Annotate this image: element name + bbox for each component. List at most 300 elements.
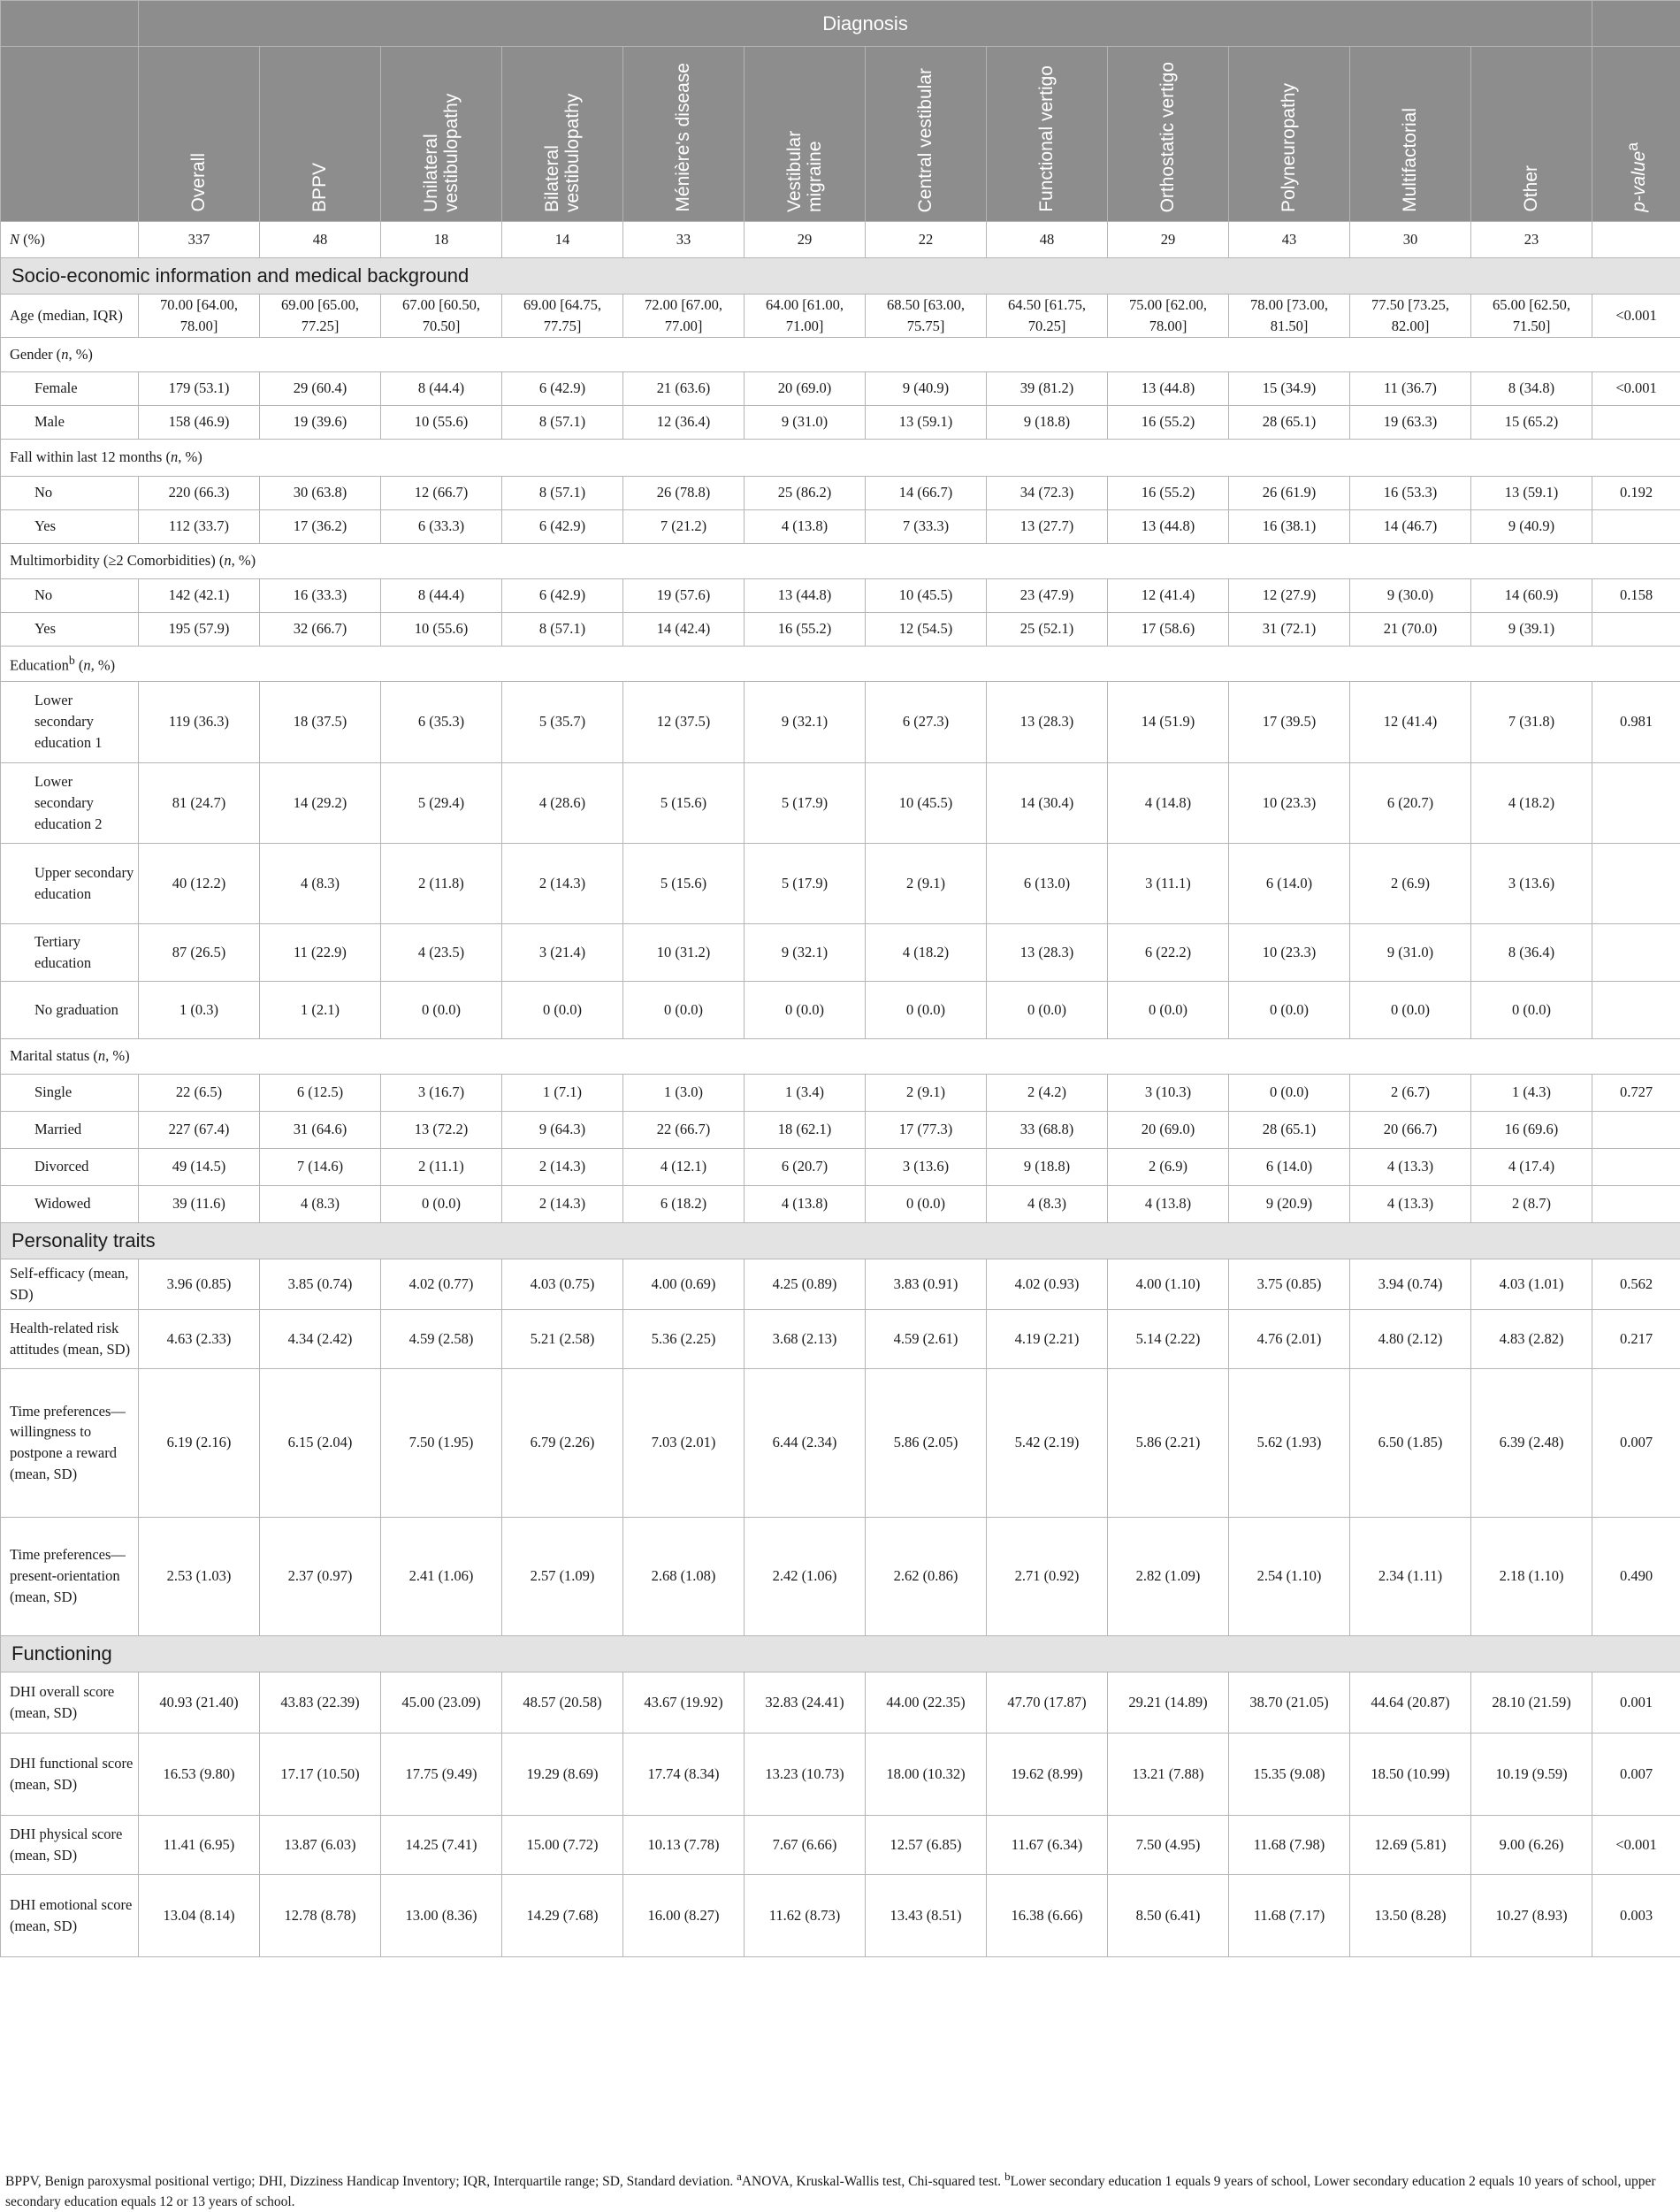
table-cell: 7.67 (6.66)	[745, 1815, 866, 1874]
table-cell: 3.68 (2.13)	[745, 1309, 866, 1368]
table-cell: 16.00 (8.27)	[623, 1874, 745, 1956]
table-row	[1, 762, 1680, 843]
table-cell: 10 (45.5)	[866, 578, 987, 612]
table-cell: 112 (33.7)	[139, 509, 260, 543]
n-value: 48	[260, 222, 381, 258]
table-cell: 12.57 (6.85)	[866, 1815, 987, 1874]
table-cell: 1 (2.1)	[260, 981, 381, 1038]
table-cell: 6.15 (2.04)	[260, 1368, 381, 1517]
footnote-sup-a: a	[737, 2170, 742, 2183]
table-row	[1, 476, 1680, 509]
table-cell: 16 (55.2)	[1108, 405, 1229, 439]
table-cell: 49 (14.5)	[139, 1148, 260, 1185]
table-cell: 4 (8.3)	[260, 1185, 381, 1222]
row-label-header	[1, 47, 139, 222]
table-cell: 1 (3.4)	[745, 1074, 866, 1111]
table-cell: 2.62 (0.86)	[866, 1517, 987, 1635]
pvalue-cell: 0.003	[1592, 1874, 1680, 1956]
table-cell: 68.50 [63.00, 75.75]	[866, 295, 987, 338]
table-cell: 2.68 (1.08)	[623, 1517, 745, 1635]
row-label: Self-efficacy (mean, SD)	[1, 1259, 139, 1309]
table-row	[1, 612, 1680, 646]
table-cell: 4 (23.5)	[381, 923, 502, 981]
table-cell: 9 (18.8)	[987, 1148, 1108, 1185]
table-cell: 13.87 (6.03)	[260, 1815, 381, 1874]
table-cell: 12 (54.5)	[866, 612, 987, 646]
pvalue-header-label	[1624, 130, 1649, 221]
table-cell: 4 (14.8)	[1108, 762, 1229, 843]
table-cell: 9 (18.8)	[987, 405, 1108, 439]
table-cell: 10.13 (7.78)	[623, 1815, 745, 1874]
table-cell: 13 (59.1)	[1471, 476, 1592, 509]
row-label: Tertiary education	[1, 923, 139, 981]
table-cell: 9 (32.1)	[745, 681, 866, 762]
pvalue-cell: <0.001	[1592, 371, 1680, 405]
table-cell: 5 (17.9)	[745, 762, 866, 843]
table-cell: 6 (42.9)	[502, 578, 623, 612]
n-value: 18	[381, 222, 502, 258]
table-cell: 2 (6.7)	[1350, 1074, 1471, 1111]
table-cell: 4.03 (1.01)	[1471, 1259, 1592, 1309]
category-row	[1, 646, 1680, 681]
column-header-row	[1, 47, 1680, 222]
table-row	[1, 371, 1680, 405]
table-cell: 5.21 (2.58)	[502, 1309, 623, 1368]
table-cell: 21 (63.6)	[623, 371, 745, 405]
section-title: Socio-economic information and medical background	[1, 258, 1680, 295]
category-row	[1, 439, 1680, 476]
table-cell: 0 (0.0)	[1229, 1074, 1350, 1111]
table-cell: 5 (17.9)	[745, 843, 866, 923]
table-cell: 17 (58.6)	[1108, 612, 1229, 646]
table-cell: 4 (13.8)	[1108, 1185, 1229, 1222]
table-cell: 14 (42.4)	[623, 612, 745, 646]
table-cell: 18.50 (10.99)	[1350, 1733, 1471, 1815]
table-cell: 14 (46.7)	[1350, 509, 1471, 543]
section-header-row	[1, 1635, 1680, 1672]
table-cell: 13 (44.8)	[1108, 371, 1229, 405]
table-cell: 18 (62.1)	[745, 1111, 866, 1148]
table-cell: 19 (57.6)	[623, 578, 745, 612]
table-cell: 6 (22.2)	[1108, 923, 1229, 981]
table-cell: 17 (39.5)	[1229, 681, 1350, 762]
row-label: Divorced	[1, 1148, 139, 1185]
row-label: Male	[1, 405, 139, 439]
table-cell: 4.80 (2.12)	[1350, 1309, 1471, 1368]
table-cell: 16 (55.2)	[1108, 476, 1229, 509]
table-cell: 72.00 [67.00, 77.00]	[623, 295, 745, 338]
pvalue-cell: 0.007	[1592, 1368, 1680, 1517]
table-cell: 0 (0.0)	[866, 1185, 987, 1222]
table-cell: 67.00 [60.50, 70.50]	[381, 295, 502, 338]
n-value: 22	[866, 222, 987, 258]
n-row	[1, 222, 1680, 258]
row-label: Female	[1, 371, 139, 405]
table-cell: 2.53 (1.03)	[139, 1517, 260, 1635]
table-cell: 8 (57.1)	[502, 612, 623, 646]
n-pvalue	[1592, 222, 1680, 258]
table-cell: 11.41 (6.95)	[139, 1815, 260, 1874]
table-cell: 11 (22.9)	[260, 923, 381, 981]
table-cell: 48.57 (20.58)	[502, 1672, 623, 1733]
table-cell: 11.62 (8.73)	[745, 1874, 866, 1956]
table-cell: 0 (0.0)	[381, 1185, 502, 1222]
column-header-label: Central vestibular	[915, 56, 935, 221]
table-cell: 5 (35.7)	[502, 681, 623, 762]
table-cell: 12 (36.4)	[623, 405, 745, 439]
table-cell: 30 (63.8)	[260, 476, 381, 509]
table-cell: 4 (17.4)	[1471, 1148, 1592, 1185]
pvalue-cell	[1592, 843, 1680, 923]
table-cell: 20 (69.0)	[1108, 1111, 1229, 1148]
table-cell: 4.63 (2.33)	[139, 1309, 260, 1368]
table-row	[1, 1874, 1680, 1956]
table-cell: 2 (14.3)	[502, 1185, 623, 1222]
column-header-label: Functional vertigo	[1036, 53, 1057, 221]
table-cell: 81 (24.7)	[139, 762, 260, 843]
table-cell: 31 (64.6)	[260, 1111, 381, 1148]
table-cell: 179 (53.1)	[139, 371, 260, 405]
table-cell: 4 (13.8)	[745, 1185, 866, 1222]
table-cell: 0 (0.0)	[987, 981, 1108, 1038]
table-cell: 4.03 (0.75)	[502, 1259, 623, 1309]
pvalue-cell	[1592, 923, 1680, 981]
footnote-sup-b: b	[1004, 2170, 1010, 2183]
table-cell: 195 (57.9)	[139, 612, 260, 646]
table-cell: 7.03 (2.01)	[623, 1368, 745, 1517]
table-cell: 9 (32.1)	[745, 923, 866, 981]
table-cell: 64.50 [61.75, 70.25]	[987, 295, 1108, 338]
table-row	[1, 981, 1680, 1038]
table-cell: 34 (72.3)	[987, 476, 1108, 509]
pvalue-cell: <0.001	[1592, 295, 1680, 338]
table-cell: 6.19 (2.16)	[139, 1368, 260, 1517]
column-header	[1108, 47, 1229, 222]
diagnosis-header-row	[1, 1, 1680, 47]
table-cell: 33 (68.8)	[987, 1111, 1108, 1148]
table-cell: 1 (0.3)	[139, 981, 260, 1038]
table-cell: 19 (63.3)	[1350, 405, 1471, 439]
table-cell: 15 (34.9)	[1229, 371, 1350, 405]
table-row	[1, 295, 1680, 338]
table-cell: 14 (29.2)	[260, 762, 381, 843]
table-cell: 6 (20.7)	[1350, 762, 1471, 843]
table-cell: 2.71 (0.92)	[987, 1517, 1108, 1635]
table-cell: 5 (29.4)	[381, 762, 502, 843]
table-cell: 16 (69.6)	[1471, 1111, 1592, 1148]
table-cell: 87 (26.5)	[139, 923, 260, 981]
table-cell: 2 (6.9)	[1350, 843, 1471, 923]
n-value: 23	[1471, 222, 1592, 258]
table-cell: 6 (13.0)	[987, 843, 1108, 923]
table-cell: 6.39 (2.48)	[1471, 1368, 1592, 1517]
table-cell: 3.94 (0.74)	[1350, 1259, 1471, 1309]
pvalue-sup: a	[1623, 142, 1641, 151]
table-cell: 11.68 (7.17)	[1229, 1874, 1350, 1956]
table-cell: 6 (20.7)	[745, 1148, 866, 1185]
table-cell: 3.83 (0.91)	[866, 1259, 987, 1309]
table-cell: 20 (66.7)	[1350, 1111, 1471, 1148]
table-cell: 9.00 (6.26)	[1471, 1815, 1592, 1874]
table-cell: 4.34 (2.42)	[260, 1309, 381, 1368]
pvalue-cell: 0.490	[1592, 1517, 1680, 1635]
column-header	[987, 47, 1108, 222]
footnote-text-3: Lower secondary education 1 equals 9 years of school, Lower secondary education 2 equals 10 years of school, upper secondary education equals 12 or 13 years of school.	[5, 2174, 1656, 2208]
table-cell: 39 (11.6)	[139, 1185, 260, 1222]
table-cell: 13 (44.8)	[1108, 509, 1229, 543]
table-cell: 1 (3.0)	[623, 1074, 745, 1111]
diagnosis-label: Diagnosis	[139, 1, 1592, 47]
table-cell: 13.21 (7.88)	[1108, 1733, 1229, 1815]
column-header	[1229, 47, 1350, 222]
table-cell: 69.00 [65.00, 77.25]	[260, 295, 381, 338]
table-cell: 29 (60.4)	[260, 371, 381, 405]
table-cell: 13.00 (8.36)	[381, 1874, 502, 1956]
column-header-label: Polyneuropathy	[1279, 71, 1299, 221]
column-header	[381, 47, 502, 222]
table-cell: 12 (27.9)	[1229, 578, 1350, 612]
table-cell: 38.70 (21.05)	[1229, 1672, 1350, 1733]
table-cell: 17.74 (8.34)	[623, 1733, 745, 1815]
table-cell: 8 (36.4)	[1471, 923, 1592, 981]
table-cell: 4 (12.1)	[623, 1148, 745, 1185]
pvalue-cell	[1592, 612, 1680, 646]
table-cell: 13 (28.3)	[987, 923, 1108, 981]
table-row	[1, 843, 1680, 923]
table-cell: 28 (65.1)	[1229, 405, 1350, 439]
table-cell: 9 (30.0)	[1350, 578, 1471, 612]
table-cell: 13.50 (8.28)	[1350, 1874, 1471, 1956]
table-cell: 9 (40.9)	[1471, 509, 1592, 543]
table-cell: 75.00 [62.00, 78.00]	[1108, 295, 1229, 338]
table-cell: 12 (41.4)	[1350, 681, 1471, 762]
table-cell: 4.00 (1.10)	[1108, 1259, 1229, 1309]
column-header-label: Other	[1521, 153, 1541, 221]
table-cell: 9 (31.0)	[745, 405, 866, 439]
table-cell: 32 (66.7)	[260, 612, 381, 646]
n-value: 14	[502, 222, 623, 258]
table-cell: 6 (42.9)	[502, 509, 623, 543]
corner-cell-right	[1592, 1, 1680, 47]
table-cell: 29.21 (14.89)	[1108, 1672, 1229, 1733]
pvalue-cell	[1592, 1111, 1680, 1148]
table-row	[1, 1672, 1680, 1733]
table-cell: 18.00 (10.32)	[866, 1733, 987, 1815]
table-cell: 0 (0.0)	[866, 981, 987, 1038]
table-cell: 8 (34.8)	[1471, 371, 1592, 405]
n-value: 29	[1108, 222, 1229, 258]
n-value: 48	[987, 222, 1108, 258]
pvalue-cell	[1592, 1185, 1680, 1222]
category-label: Fall within last 12 months (n, %)	[1, 439, 1680, 476]
table-cell: 47.70 (17.87)	[987, 1672, 1108, 1733]
table-row	[1, 1074, 1680, 1111]
column-header-label: Vestibular migraine	[784, 47, 825, 221]
n-value: 29	[745, 222, 866, 258]
pvalue-cell	[1592, 405, 1680, 439]
table-cell: 6.79 (2.26)	[502, 1368, 623, 1517]
table-cell: 0 (0.0)	[502, 981, 623, 1038]
table-cell: 12.78 (8.78)	[260, 1874, 381, 1956]
table-cell: 2 (8.7)	[1471, 1185, 1592, 1222]
table-cell: 44.64 (20.87)	[1350, 1672, 1471, 1733]
table-cell: 15.35 (9.08)	[1229, 1733, 1350, 1815]
table-cell: 2 (9.1)	[866, 843, 987, 923]
column-header	[260, 47, 381, 222]
pvalue-cell: 0.158	[1592, 578, 1680, 612]
table-cell: 14 (60.9)	[1471, 578, 1592, 612]
table-cell: 6.44 (2.34)	[745, 1368, 866, 1517]
table-cell: 3 (16.7)	[381, 1074, 502, 1111]
table-cell: 8 (57.1)	[502, 476, 623, 509]
table-cell: 43.67 (19.92)	[623, 1672, 745, 1733]
table-cell: 2 (11.8)	[381, 843, 502, 923]
table-cell: 12 (41.4)	[1108, 578, 1229, 612]
table-cell: 4 (8.3)	[987, 1185, 1108, 1222]
pvalue-cell: 0.007	[1592, 1733, 1680, 1815]
column-header	[623, 47, 745, 222]
category-label: Marital status (n, %)	[1, 1038, 1680, 1074]
table-row	[1, 1733, 1680, 1815]
table-cell: 12.69 (5.81)	[1350, 1815, 1471, 1874]
table-cell: 19 (39.6)	[260, 405, 381, 439]
table-cell: 6 (18.2)	[623, 1185, 745, 1222]
column-header-label: Bilateral vestibulopathy	[542, 47, 583, 221]
row-label: No	[1, 578, 139, 612]
table-cell: 5.42 (2.19)	[987, 1368, 1108, 1517]
table-row	[1, 923, 1680, 981]
table-cell: 13 (59.1)	[866, 405, 987, 439]
table-cell: 78.00 [73.00, 81.50]	[1229, 295, 1350, 338]
table-cell: 16.53 (9.80)	[139, 1733, 260, 1815]
table-cell: 3 (13.6)	[866, 1148, 987, 1185]
column-header-label: Overall	[188, 141, 209, 221]
table-cell: 8.50 (6.41)	[1108, 1874, 1229, 1956]
pvalue-label: p-value	[1629, 151, 1649, 212]
table-cell: 158 (46.9)	[139, 405, 260, 439]
table-cell: 7.50 (1.95)	[381, 1368, 502, 1517]
table-cell: 2.37 (0.97)	[260, 1517, 381, 1635]
table-cell: 40 (12.2)	[139, 843, 260, 923]
category-label: Education$^b$ (n, %)	[1, 646, 1680, 681]
column-header-label: Ménière's disease	[673, 50, 693, 221]
table-cell: 39 (81.2)	[987, 371, 1108, 405]
table-cell: 2 (9.1)	[866, 1074, 987, 1111]
table-cell: 16 (38.1)	[1229, 509, 1350, 543]
table-row	[1, 1111, 1680, 1148]
pvalue-cell: 0.981	[1592, 681, 1680, 762]
section-title: Personality traits	[1, 1222, 1680, 1259]
table-cell: 6 (35.3)	[381, 681, 502, 762]
table-cell: 15 (65.2)	[1471, 405, 1592, 439]
n-value: 337	[139, 222, 260, 258]
table-cell: 8 (44.4)	[381, 371, 502, 405]
table-row	[1, 405, 1680, 439]
table-cell: 5.86 (2.05)	[866, 1368, 987, 1517]
table-cell: 2.42 (1.06)	[745, 1517, 866, 1635]
table-cell: 5.62 (1.93)	[1229, 1368, 1350, 1517]
category-row	[1, 543, 1680, 578]
pvalue-cell	[1592, 509, 1680, 543]
pvalue-cell	[1592, 1148, 1680, 1185]
column-header-label: Unilateral vestibulopathy	[421, 47, 462, 221]
column-header	[745, 47, 866, 222]
row-label: Time preferences—present-orientation (mean, SD)	[1, 1517, 139, 1635]
section-title: Functioning	[1, 1635, 1680, 1672]
table-row	[1, 1815, 1680, 1874]
pvalue-cell: <0.001	[1592, 1815, 1680, 1874]
table-cell: 10 (31.2)	[623, 923, 745, 981]
table-cell: 12 (37.5)	[623, 681, 745, 762]
table-cell: 4.83 (2.82)	[1471, 1309, 1592, 1368]
table-cell: 0 (0.0)	[623, 981, 745, 1038]
table-cell: 14.25 (7.41)	[381, 1815, 502, 1874]
row-label: Lower secondary education 2	[1, 762, 139, 843]
table-cell: 119 (36.3)	[139, 681, 260, 762]
corner-cell	[1, 1, 139, 47]
table-cell: 23 (47.9)	[987, 578, 1108, 612]
pvalue-cell: 0.192	[1592, 476, 1680, 509]
table-cell: 6.50 (1.85)	[1350, 1368, 1471, 1517]
table-cell: 7 (14.6)	[260, 1148, 381, 1185]
column-header	[1350, 47, 1471, 222]
table-row	[1, 1259, 1680, 1309]
table-cell: 3 (21.4)	[502, 923, 623, 981]
table-cell: 13 (44.8)	[745, 578, 866, 612]
table-cell: 2 (6.9)	[1108, 1148, 1229, 1185]
table-cell: 77.50 [73.25, 82.00]	[1350, 295, 1471, 338]
table-cell: 20 (69.0)	[745, 371, 866, 405]
table-cell: 4.59 (2.58)	[381, 1309, 502, 1368]
table-cell: 11 (36.7)	[1350, 371, 1471, 405]
table-cell: 10.27 (8.93)	[1471, 1874, 1592, 1956]
table-cell: 3 (11.1)	[1108, 843, 1229, 923]
category-label: Gender (n, %)	[1, 337, 1680, 371]
table-row	[1, 1148, 1680, 1185]
table-cell: 2 (14.3)	[502, 1148, 623, 1185]
table-cell: 4.00 (0.69)	[623, 1259, 745, 1309]
row-label: DHI physical score (mean, SD)	[1, 1815, 139, 1874]
table-cell: 10 (23.3)	[1229, 762, 1350, 843]
n-value: 30	[1350, 222, 1471, 258]
table-cell: 3.96 (0.85)	[139, 1259, 260, 1309]
n-value: 43	[1229, 222, 1350, 258]
table-cell: 69.00 [64.75, 77.75]	[502, 295, 623, 338]
row-label: DHI functional score (mean, SD)	[1, 1733, 139, 1815]
table-cell: 2.82 (1.09)	[1108, 1517, 1229, 1635]
table-row	[1, 509, 1680, 543]
row-label: Age (median, IQR)	[1, 295, 139, 338]
table-cell: 9 (64.3)	[502, 1111, 623, 1148]
table-cell: 44.00 (22.35)	[866, 1672, 987, 1733]
table-row	[1, 1309, 1680, 1368]
table-cell: 21 (70.0)	[1350, 612, 1471, 646]
column-header	[502, 47, 623, 222]
table-cell: 5 (15.6)	[623, 843, 745, 923]
footnote-text-2: ANOVA, Kruskal-Wallis test, Chi-squared test.	[742, 2174, 1004, 2189]
table-cell: 4.76 (2.01)	[1229, 1309, 1350, 1368]
category-row	[1, 1038, 1680, 1074]
table-cell: 19.62 (8.99)	[987, 1733, 1108, 1815]
table-cell: 0 (0.0)	[1229, 981, 1350, 1038]
table-cell: 7.50 (4.95)	[1108, 1815, 1229, 1874]
table-cell: 0 (0.0)	[1471, 981, 1592, 1038]
table-cell: 10 (45.5)	[866, 762, 987, 843]
table-cell: 26 (78.8)	[623, 476, 745, 509]
row-label: Yes	[1, 612, 139, 646]
table-cell: 2 (14.3)	[502, 843, 623, 923]
row-label: Health-related risk attitudes (mean, SD)	[1, 1309, 139, 1368]
